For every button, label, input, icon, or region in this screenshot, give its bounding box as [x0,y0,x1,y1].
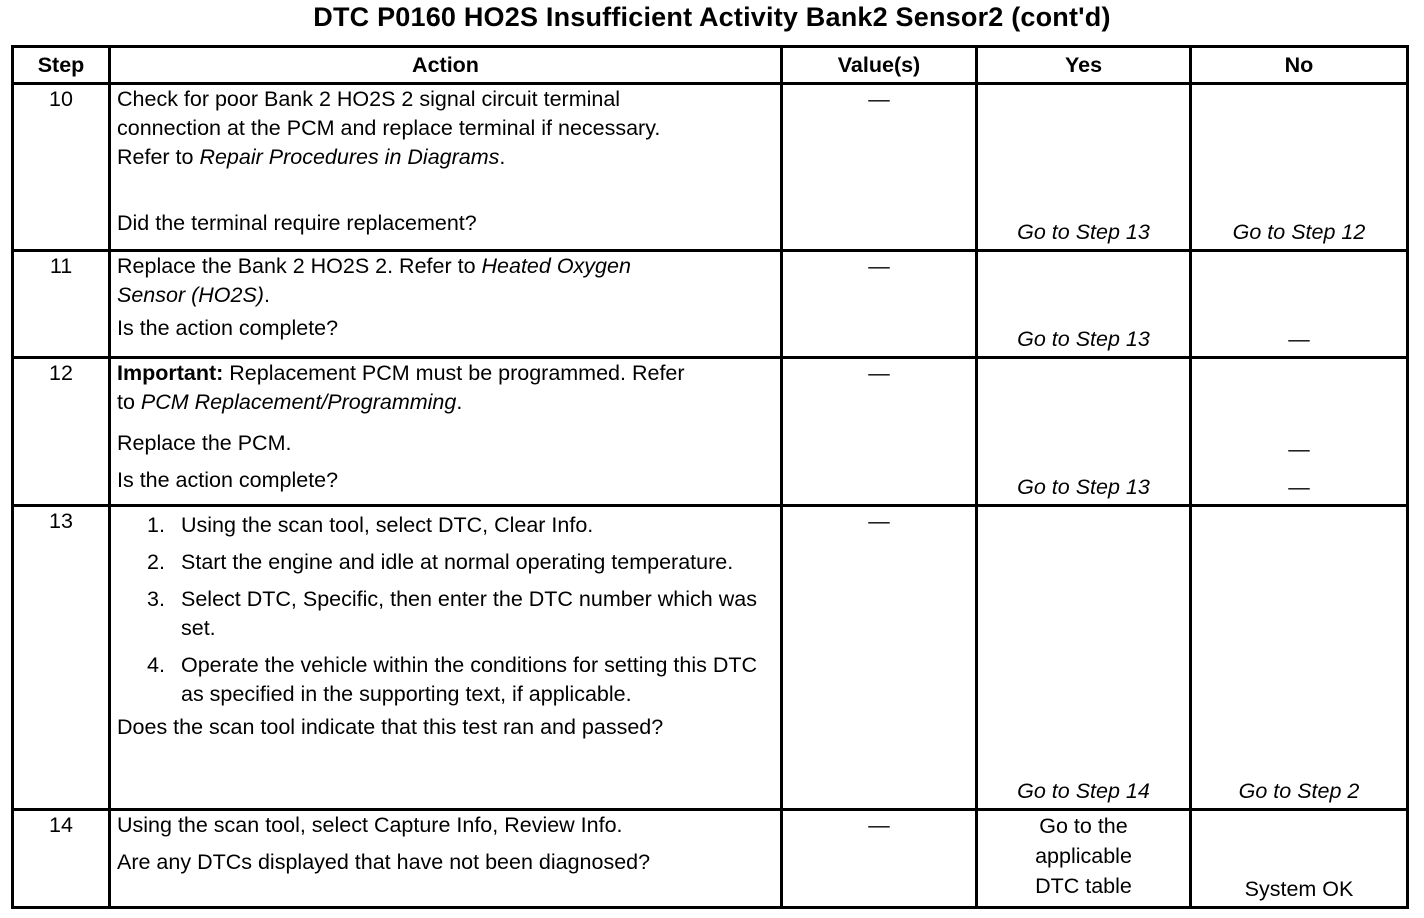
action-text: Replace the PCM. [117,431,292,455]
step-number: 13 [13,506,110,810]
step-number: 14 [13,810,110,908]
no-result: — [1288,475,1310,499]
action-text: Refer to Repair Procedures in Diagrams. [117,145,506,169]
action-text: Check for poor Bank 2 HO2S 2 signal circuit terminal [117,87,621,111]
table-row [13,251,1408,358]
yes-result: Go to Step 14 [1017,779,1150,803]
question-text: Does the scan tool indicate that this test ran and passed? [117,715,664,739]
no-mid-result: — [1288,437,1310,461]
header-action: Action [110,47,782,84]
reference-link: Sensor (HO2S) [117,283,264,307]
table-row [13,810,1408,908]
value-cell: — [782,810,977,908]
reference-link: Repair Procedures in Diagrams [199,145,500,169]
action-cell [110,810,782,908]
reference-link: PCM Replacement/Programming [140,390,457,414]
yes-cell [977,506,1191,810]
step-number: 10 [13,84,110,251]
question-text: Are any DTCs displayed that have not been diagnosed? [117,850,651,874]
action-text: to PCM Replacement/Programming. [117,390,463,414]
no-cell [1191,506,1408,810]
value-cell: — [782,358,977,506]
action-text: Important: Replacement PCM must be programmed. Refer [117,361,685,385]
header-no: No [1191,47,1408,84]
question-text: Is the action complete? [117,316,339,340]
action-text: connection at the PCM and replace terminal if necessary. [117,116,661,140]
yes-cell [977,810,1191,908]
yes-result: Go to Step 13 [1017,220,1150,244]
action-cell [110,506,782,810]
question-text: Is the action complete? [117,468,339,492]
no-cell [1191,810,1408,908]
action-text: Replace the Bank 2 HO2S 2. Refer to Heated Oxygen [117,254,631,278]
yes-result: Go to Step 13 [1017,327,1150,351]
question-text: Did the terminal require replacement? [117,211,477,235]
action-cell [110,251,782,358]
table-row [13,358,1408,506]
no-result: Go to Step 12 [1232,220,1366,244]
list-item: 3. Select DTC, Specific, then enter the DTC number which was set. [147,587,757,640]
no-result: — [1288,327,1310,351]
header-values: Value(s) [782,47,977,84]
step-number: 11 [13,251,110,358]
page-title: DTC P0160 HO2S Insufficient Activity Bank2 Sensor2 (cont'd) [313,2,1111,32]
value-cell: — [782,506,977,810]
no-result: Go to Step 2 [1238,779,1360,803]
action-cell [110,358,782,506]
no-cell [1191,84,1408,251]
list-item: 4. Operate the vehicle within the conditions for setting this DTC as specified in the supporting text, if applicable. [147,653,758,706]
yes-result: DTC table [1035,874,1132,898]
no-result: System OK [1244,877,1354,901]
diagnostic-table [11,45,1409,909]
yes-cell [977,84,1191,251]
action-cell [110,84,782,251]
reference-link: Heated Oxygen [481,254,631,278]
important-label: Important: [117,361,224,385]
no-cell [1191,358,1408,506]
step-number: 12 [13,358,110,506]
yes-cell [977,358,1191,506]
list-item: 2. Start the engine and idle at normal operating temperature. [147,550,734,574]
procedure-list [117,511,774,709]
yes-result: Go to the [1039,814,1128,838]
no-cell [1191,251,1408,358]
action-text: Sensor (HO2S). [117,283,270,307]
value-cell: — [782,251,977,358]
yes-result: applicable [1035,844,1132,868]
list-item: 1. Using the scan tool, select DTC, Clear Info. [147,513,594,537]
header-row [13,47,1408,84]
yes-result: Go to Step 13 [1017,475,1150,499]
table-row [13,506,1408,810]
yes-cell [977,251,1191,358]
value-cell: — [782,84,977,251]
table-row [13,84,1408,251]
header-step: Step [13,47,110,84]
header-yes: Yes [977,47,1191,84]
action-text: Using the scan tool, select Capture Info, Review Info. [117,813,623,837]
